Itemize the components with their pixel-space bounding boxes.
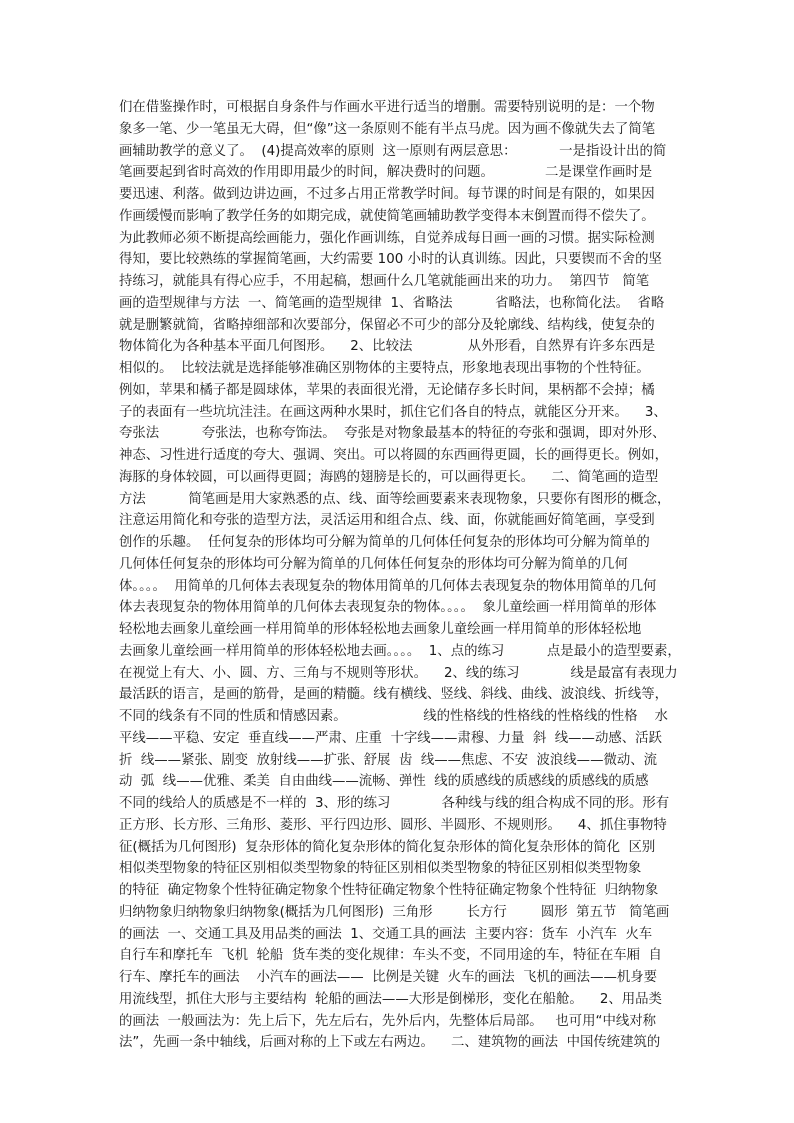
text-line: 物体简化为各种基本平面几何图形。 2、比较法 从外形看，自然界有许多东西是 <box>119 339 656 355</box>
text-line: 笔画要起到省时高效的作用即用最少的时间，解决费时的问题。 二是课堂作画时是 <box>119 165 653 181</box>
text-line: 海豚的身体较圆，可以画得更圆；海鸥的翅膀是长的，可以画得更长。 二、简笔画的造型 <box>119 469 659 485</box>
text-line: 最活跃的语言，是画的筋骨，是画的精髓。线有横线、竖线、斜线、曲线、波浪线、折线等， <box>119 687 669 703</box>
text-line: 夸张法 夸张法，也称夸饰法。 夸张是对物象最基本的特征的夸张和强调，即对外形、 <box>119 426 666 442</box>
text-line: 平线——平稳、安定 垂直线——严肃、庄重 十字线——肃穆、力量 斜 线——动感、活跃 <box>119 730 662 746</box>
text-line: 行车、摩托车的画法 小汽车的画法—— 比例是关键 火车的画法 飞机的画法——机身要 <box>119 970 658 985</box>
text-line: 折 线——紧张、剧变 放射线——扩张、舒展 齿 线——焦虑、不安 波浪线——微动、流 <box>119 752 658 768</box>
text-line: 几何体任何复杂的形体均可分解为简单的几何体任何复杂的形体均可分解为简单的几何 <box>119 556 628 572</box>
text-line: 画的造型规律与方法 一、简笔画的造型规律 1、省略法 省略法，也称简化法。 省略 <box>119 295 665 311</box>
text-line: 作画缓慢而影响了教学任务的如期完成，就使简笔画辅助教学变得本末倒置而得不偿失了。 <box>119 208 655 224</box>
text-line: 的画法 一、交通工具及用品类的画法 1、交通工具的画法 主要内容：货车 小汽车 火车 <box>119 926 653 942</box>
text-line: 就是删繁就简，省略掉细部和次要部分，保留必不可少的部分及轮廓线、结构线，使复杂的 <box>119 317 655 333</box>
text-line: 注意运用简化和夸张的造型方法，灵活运用和组合点、线、面，你就能画好简笔画，享受到 <box>119 513 655 529</box>
text-line: 神态、习性进行适度的夸大、强调、突出。可以将圆的东西画得更圆，长的画得更长。例如， <box>119 448 669 463</box>
text-line: 相似类型物象的特征区别相似类型物象的特征区别相似类型物象的特征区别相似类型物象 <box>119 861 642 877</box>
text-line: 轻松地去画象儿童绘画一样用简单的形体轻松地去画象儿童绘画一样用简单的形体轻松地 <box>119 622 642 637</box>
document-page <box>119 97 687 1054</box>
text-line: 方法 简笔画是用大家熟悉的点、线、面等绘画要素来表现物象，只要你有图形的概念， <box>119 491 671 507</box>
text-line: 创作的乐趣。 任何复杂的形体均可分解为简单的几何体任何复杂的形体均可分解为简单的 <box>119 535 650 550</box>
text-line: 去画象儿童绘画一样用简单的形体轻松地去画。。。。 1、点的练习 点是最小的造型要素， <box>119 643 681 659</box>
text-line: 动 弧 线——优雅、柔美 自由曲线——流畅、弹性 线的质感线的质感线的质感线的质感 <box>119 774 649 790</box>
text-line: 不同的线条有不同的性质和情感因素。 线的性格线的性格线的性格线的性格 水 <box>119 709 668 724</box>
text-line: 们在借鉴操作时，可根据自身条件与作画水平进行适当的增删。需要特别说明的是：一个物 <box>119 100 655 115</box>
text-line: 的画法 一般画法为：先上后下，先左后右，先外后内，先整体后局部。 也可用“中线对称 <box>119 1013 657 1029</box>
text-line: 要迅速、利落。做到边讲边画，不过多占用正常教学时间。每节课的时间是有限的，如果因 <box>119 187 655 202</box>
text-line: 在视觉上有大、小、圆、方、三角与不规则等形状。 2、线的练习 线是最富有表现力 <box>119 665 678 681</box>
text-line: 例如，苹果和橘子都是圆球体，苹果的表面很光滑，无论储存多长时间，果柄都不会掉；橘 <box>119 382 655 398</box>
text-line: 用流线型，抓住大形与主要结构 轮船的画法——大形是倒梯形，变化在船舱。 2、用品类 <box>119 991 662 1007</box>
text-line: 子的表面有一些坑坑洼洼。在画这两种水果时，抓住它们各自的特点，就能区分开来。 3、 <box>119 404 667 420</box>
text-line: 归纳物象归纳物象归纳物象(概括为几何图形) 三角形 长方行 圆形 第五节 简笔画 <box>119 904 670 920</box>
text-line: 征(概括为几何图形) 复杂形体的简化复杂形体的简化复杂形体的简化复杂形体的简化 区别 <box>119 839 656 855</box>
text-line: 正方形、长方形、三角形、菱形、平行四边形、圆形、半圆形、不规则形。 4、抓住事物特 <box>119 817 667 833</box>
text-line: 的特征 确定物象个性特征确定物象个性特征确定物象个性特征确定物象个性特征 归纳物象 <box>119 883 659 898</box>
text-line: 得知，要比较熟练的掌握简笔画，大约需要 100 小时的认真训练。因此，只要锲而不舍的坚 <box>119 252 662 268</box>
text-line: 法”，先画一条中轴线，后画对称的上下或左右两边。 二、建筑物的画法 中国传统建筑的 <box>119 1035 661 1051</box>
text-line: 相似的。 比较法就是选择能够准确区别物体的主要特点，形象地表现出事物的个性特征。 <box>119 361 650 376</box>
text-line: 体去表现复杂的物体用简单的几何体去表现复杂的物体。。。。 象儿童绘画一样用简单的形体 <box>119 600 657 616</box>
text-line: 象多一笔、少一笔虽无大碍，但“像”这一条原则不能有半点马虎。因为画不像就失去了简笔 <box>119 121 656 137</box>
text-line: 体。。。。 用简单的几何体去表现复杂的物体用简单的几何体去表现复杂的物体用简单的几何 <box>119 578 657 594</box>
text-line: 画辅助教学的意义了。 (4)提高效率的原则 这一原则有两层意思： 一是指设计出的简 <box>119 143 667 159</box>
text-line: 持练习，就能具有得心应手，不用起稿，想画什么几笔就能画出来的功力。 第四节 简笔 <box>119 274 650 289</box>
text-line: 自行车和摩托车 飞机 轮船 货车类的变化规律：车头不变，不同用途的车，特征在车厢 自 <box>119 948 662 964</box>
text-line: 为此教师必须不断提高绘画能力，强化作画训练，自觉养成每日画一画的习惯。据实际检测 <box>119 230 655 246</box>
text-line: 不同的线给人的质感是不一样的 3、形的练习 各种线与线的组合构成不同的形。形有 <box>119 796 670 811</box>
